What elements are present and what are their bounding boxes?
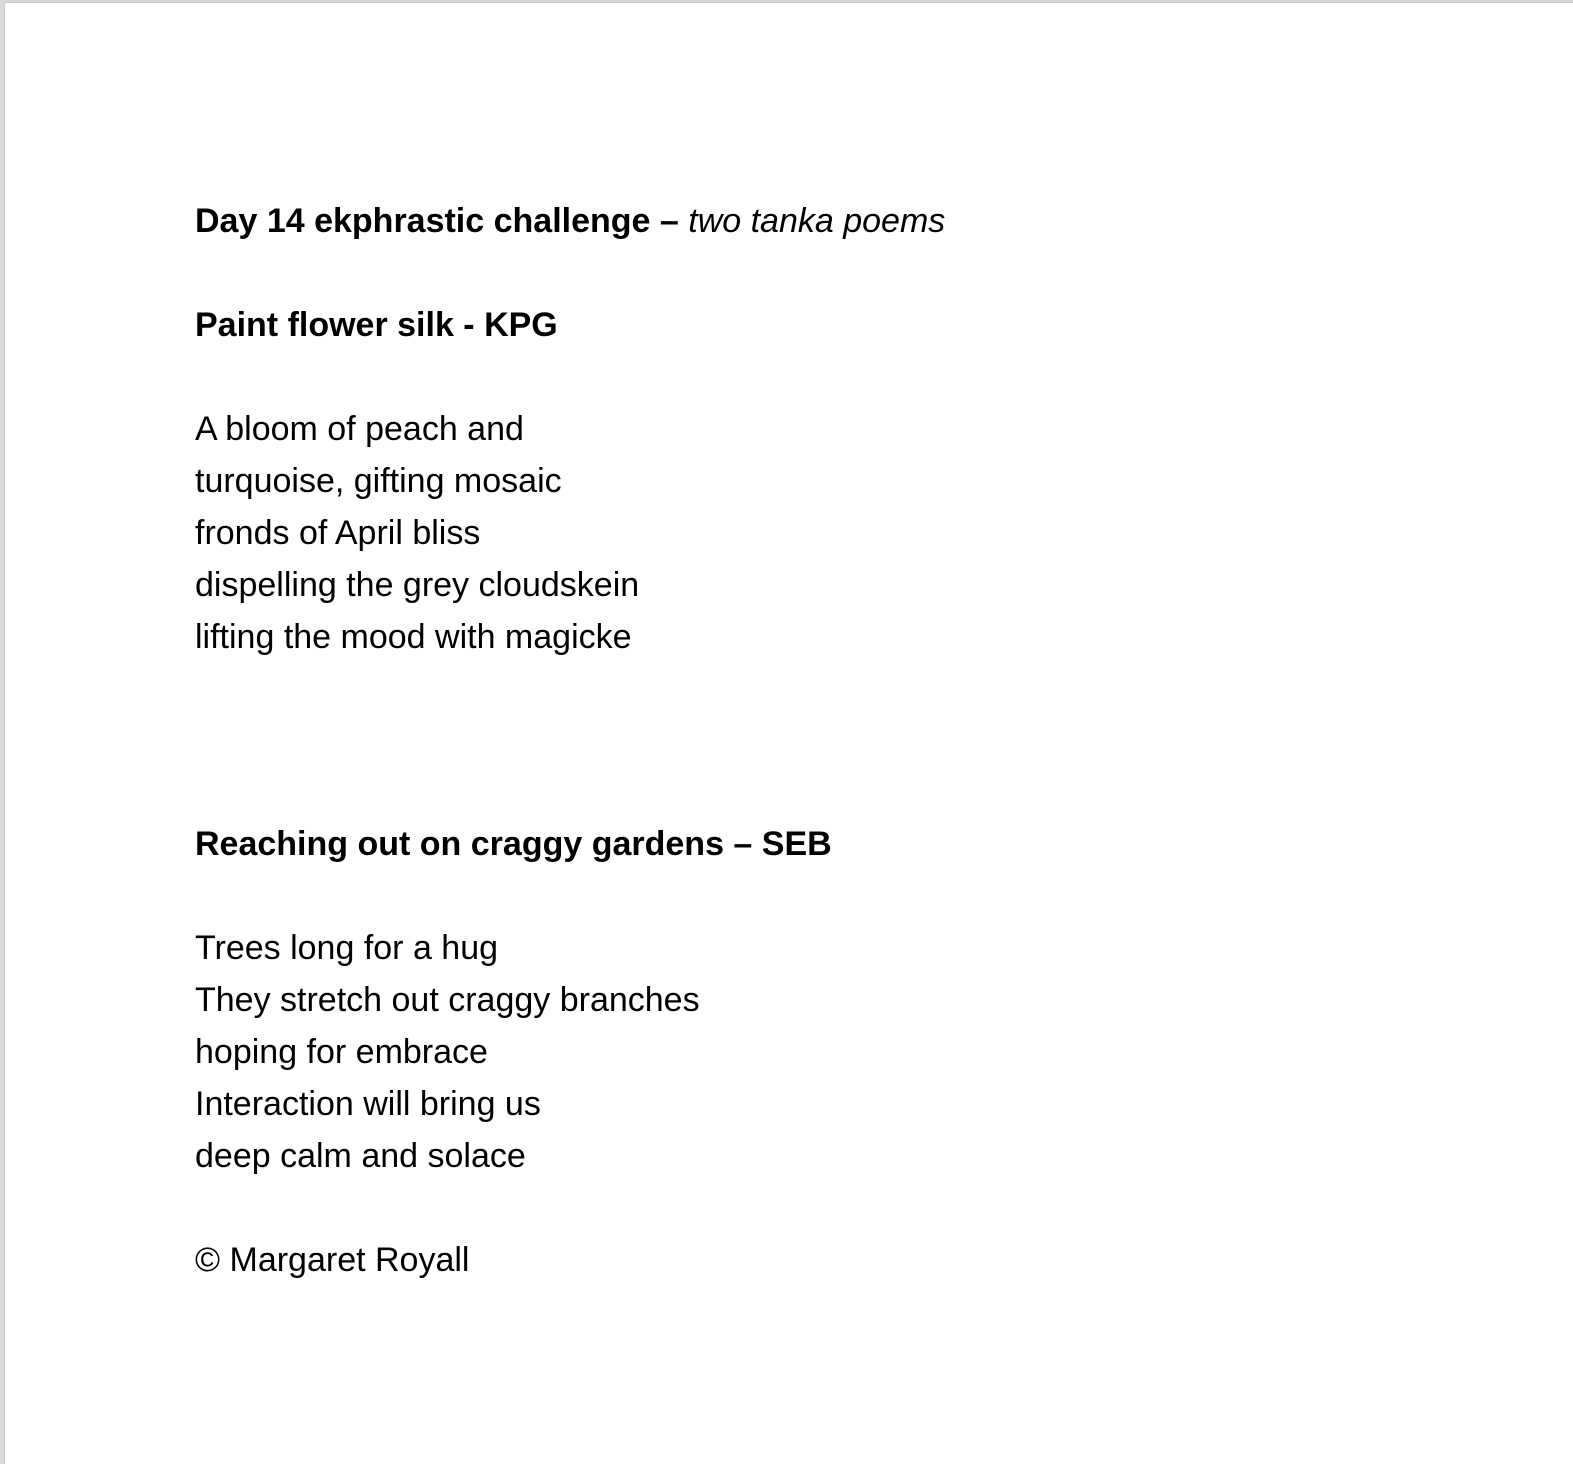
poem-1-line-5: lifting the mood with magicke bbox=[195, 618, 632, 656]
poem-1-line-2: turquoise, gifting mosaic bbox=[195, 462, 562, 500]
poem-1-line-3: fronds of April bliss bbox=[195, 514, 481, 552]
poem-2-line-3: hoping for embrace bbox=[195, 1033, 488, 1071]
poem-1-line-4: dispelling the grey cloudskein bbox=[195, 566, 640, 604]
document-page bbox=[5, 3, 1573, 1464]
poem-2-line-1: Trees long for a hug bbox=[195, 929, 499, 967]
document-heading bbox=[195, 201, 945, 241]
poem-2-title: Reaching out on craggy gardens – SEB bbox=[195, 825, 832, 863]
poem-2-line-5: deep calm and solace bbox=[195, 1137, 526, 1175]
heading-bold-text: Day 14 ekphrastic challenge – bbox=[195, 202, 689, 240]
poem-2-line-2: They stretch out craggy branches bbox=[195, 981, 700, 1019]
copyright-notice: © Margaret Royall bbox=[195, 1241, 470, 1279]
poem-1-title: Paint flower silk - KPG bbox=[195, 306, 558, 344]
poem-2-line-4: Interaction will bring us bbox=[195, 1085, 541, 1123]
poem-1-line-1: A bloom of peach and bbox=[195, 410, 524, 448]
heading-italic-text: two tanka poems bbox=[688, 202, 946, 240]
